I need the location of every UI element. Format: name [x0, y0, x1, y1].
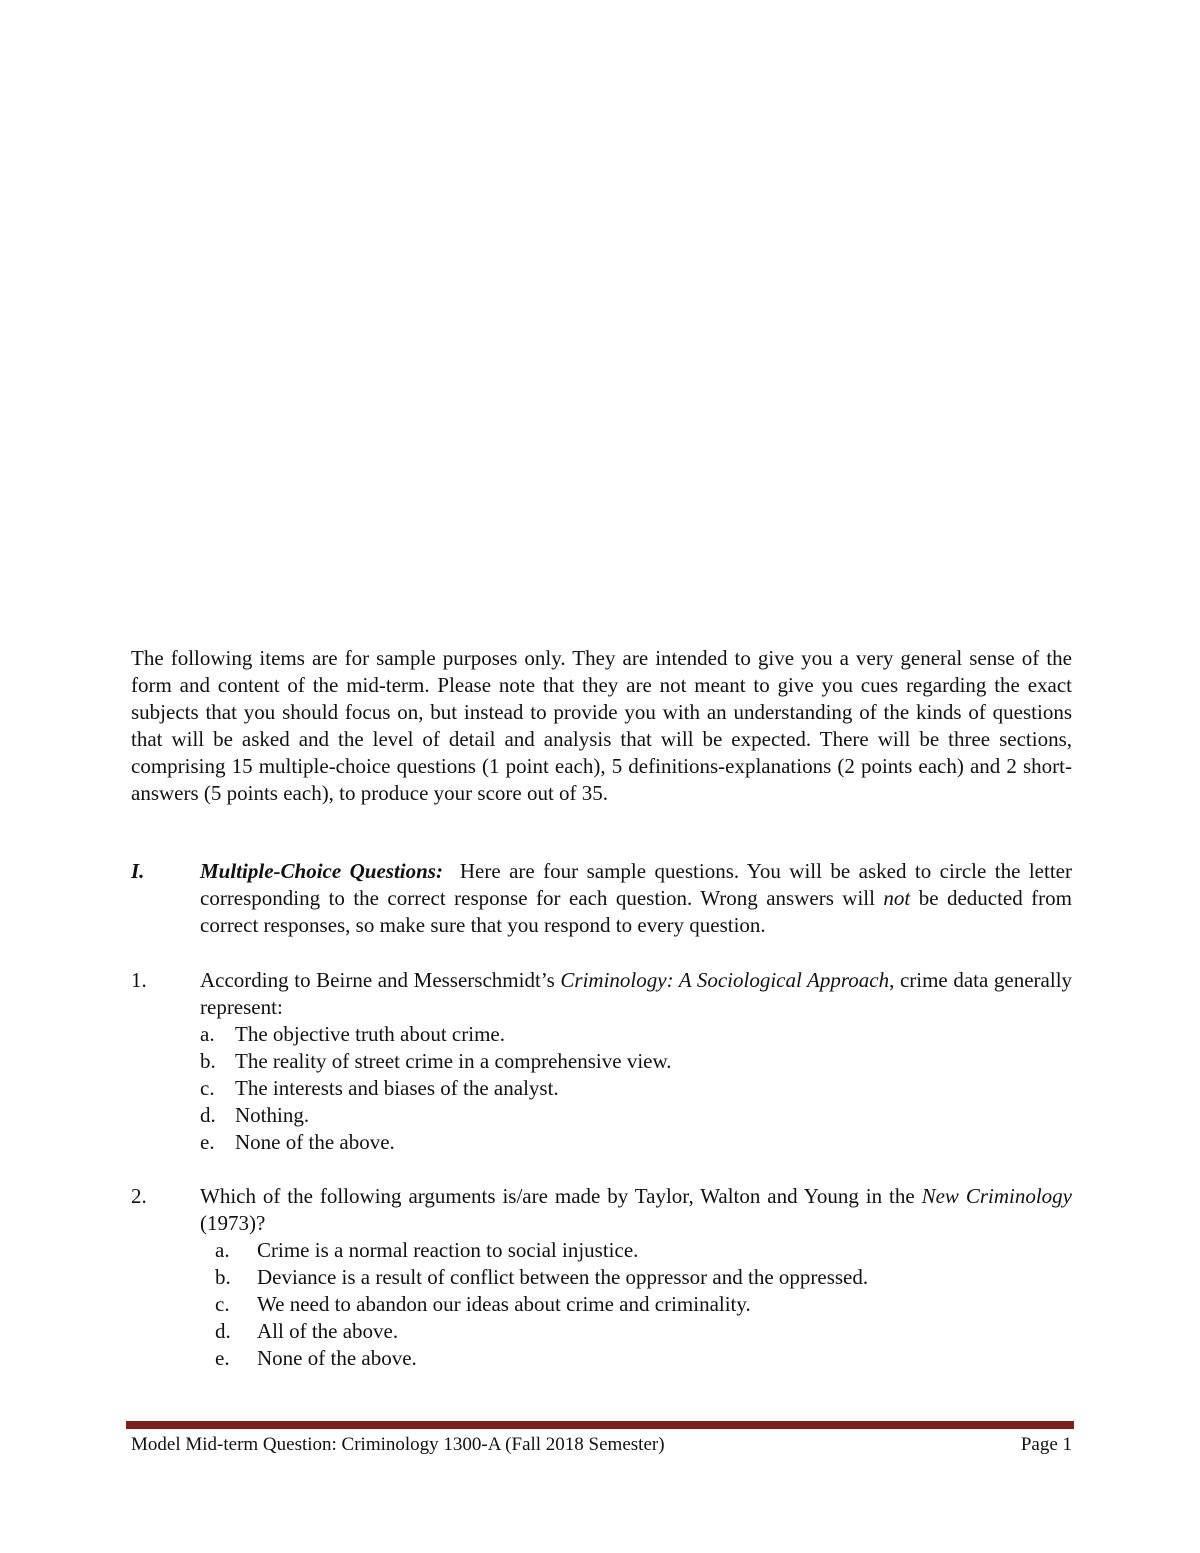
option-text: All of the above.	[257, 1319, 399, 1343]
option-letter: c.	[215, 1292, 230, 1316]
option-letter: e.	[215, 1346, 230, 1370]
option-a	[131, 1021, 1072, 1048]
option-text: None of the above.	[235, 1130, 395, 1154]
option-text: None of the above.	[257, 1346, 417, 1370]
section-number: I.	[131, 859, 145, 883]
option-d	[131, 1102, 1072, 1129]
section-title: Multiple-Choice Questions:	[200, 859, 443, 883]
footer-course-label: Model Mid-term Question: Criminology 1300-A (Fall 2018 Semester)	[131, 1434, 665, 1455]
option-b	[131, 1264, 1072, 1291]
question-stem	[200, 967, 1072, 1021]
stem-book-title: New Criminology	[921, 1184, 1072, 1208]
section-instructions	[200, 858, 1072, 939]
answer-options	[131, 1021, 1072, 1156]
footer-divider	[126, 1421, 1074, 1429]
option-letter: a.	[215, 1238, 230, 1262]
option-text: We need to abandon our ideas about crime and criminality.	[257, 1292, 751, 1316]
question-number: 2.	[131, 1184, 147, 1208]
option-text: Nothing.	[235, 1103, 310, 1127]
section-emphasis-not: not	[883, 886, 911, 910]
option-e	[131, 1345, 1072, 1372]
option-e	[131, 1129, 1072, 1156]
option-letter: b.	[200, 1049, 216, 1073]
option-letter: e.	[200, 1130, 215, 1154]
option-d	[131, 1318, 1072, 1345]
option-b	[131, 1048, 1072, 1075]
option-c	[131, 1075, 1072, 1102]
question-stem	[200, 1183, 1072, 1237]
stem-book-title: Criminology: A Sociological Approach	[560, 968, 890, 992]
section-heading	[131, 858, 1072, 939]
option-text: Crime is a normal reaction to social injustice.	[257, 1238, 639, 1262]
stem-text: According to Beirne and Messerschmidt’s	[200, 968, 555, 992]
question-number: 1.	[131, 968, 147, 992]
question-1	[131, 967, 1072, 1156]
option-a	[131, 1237, 1072, 1264]
answer-options	[131, 1237, 1072, 1372]
option-letter: b.	[215, 1265, 231, 1289]
section-text-after: be deducted from correct responses, so make sure that you respond to every question.	[200, 886, 1073, 937]
intro-paragraph: The following items are for sample purposes only. They are intended to give you a very general sense of the form and content of the mid-term. Please note that they are not meant to give you cues regarding the exact subjects that you should focus on, but instead to provide you with an understanding of the kinds of questions that will be asked and the level of detail and analysis that will be expected. There will be three sections, comprising 15 multiple-choice questions (1 point each), 5 definitions-explanations (2 points each) and 2 short-answers (5 points each), to produce your score out of 35.	[131, 646, 1072, 805]
stem-text: Which of the following arguments is/are made by Taylor, Walton and Young in the	[200, 1184, 915, 1208]
section-text-before: Here are four sample questions. You will be asked to circle the letter corresponding to the correct response for each question. Wrong answers will	[200, 859, 1072, 910]
question-2	[131, 1183, 1072, 1372]
option-letter: c.	[200, 1076, 215, 1100]
option-letter: d.	[200, 1103, 216, 1127]
stem-text-end: , crime data generally represent:	[200, 968, 1073, 1019]
option-text: The objective truth about crime.	[235, 1022, 505, 1046]
page-number: Page 1	[1020, 1434, 1072, 1455]
option-letter: a.	[200, 1022, 215, 1046]
option-text: Deviance is a result of conflict between the oppressor and the oppressed.	[257, 1265, 869, 1289]
option-text: The interests and biases of the analyst.	[235, 1076, 559, 1100]
option-text: The reality of street crime in a comprehensive view.	[235, 1049, 672, 1073]
option-letter: d.	[215, 1319, 231, 1343]
option-c	[131, 1291, 1072, 1318]
stem-text-end: (1973)?	[200, 1211, 266, 1235]
